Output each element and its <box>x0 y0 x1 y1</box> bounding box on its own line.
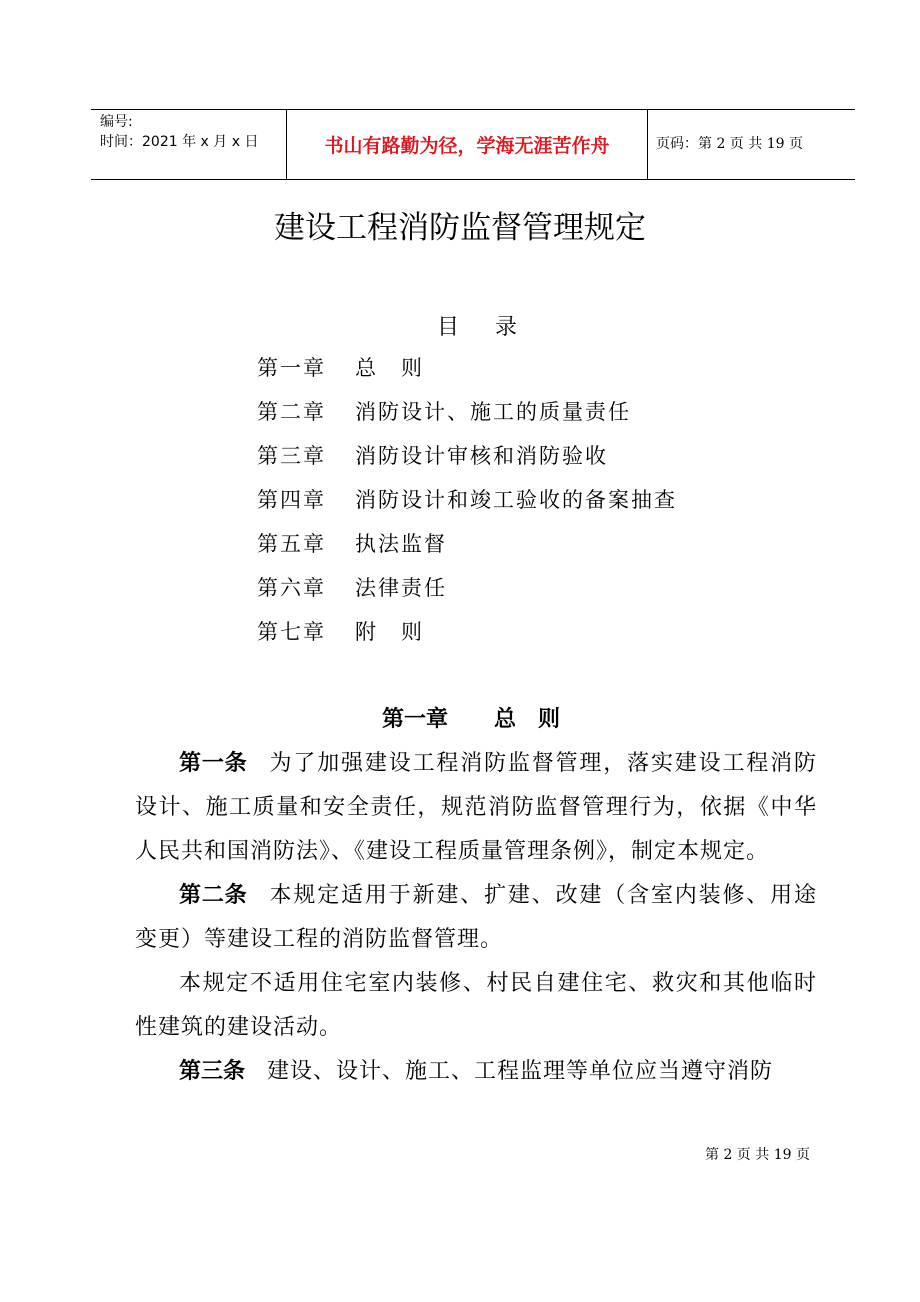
header-time-label: 时间：2021 年 x 月 x 日 <box>100 134 259 150</box>
article-paragraph <box>135 874 817 962</box>
toc-title-b: 录 <box>495 315 518 340</box>
table-of-contents <box>257 350 677 658</box>
toc-item-number: 第一章 <box>257 356 326 380</box>
toc-item[interactable] <box>257 482 677 526</box>
toc-item-title: 消防设计审核和消防验收 <box>355 444 608 468</box>
toc-item-title: 法律责任 <box>355 576 447 600</box>
article-text: 本规定不适用住宅室内装修、村民自建住宅、救灾和其他临时性建筑的建设活动。 <box>135 971 817 1040</box>
toc-item-number: 第六章 <box>257 576 326 600</box>
article-text: 为了加强建设工程消防监督管理，落实建设工程消防设计、施工质量和安全责任，规范消防监督管理行为，依据《中华人民共和国消防法》、《建设工程质量管理条例》，制定本规定。 <box>135 751 817 864</box>
chapter-title: 总 则 <box>494 706 561 732</box>
header-meta <box>100 112 258 152</box>
toc-item-number: 第五章 <box>257 532 326 556</box>
toc-item[interactable] <box>257 570 677 614</box>
chapter-heading <box>382 702 560 733</box>
article-paragraph <box>135 742 817 874</box>
article-paragraph <box>135 962 817 1050</box>
chapter-number: 第一章 <box>382 706 449 732</box>
article-paragraph <box>135 1050 817 1094</box>
article-text: 本规定适用于新建、扩建、改建（含室内装修、用途变更）等建设工程的消防监督管理。 <box>135 883 817 952</box>
toc-item-title: 消防设计和竣工验收的备案抽查 <box>355 488 677 512</box>
header-number-label: 编号: <box>100 114 133 130</box>
toc-item[interactable] <box>257 438 677 482</box>
article-label: 第一条 <box>179 751 248 776</box>
header-motto-box <box>286 110 648 179</box>
toc-item-number: 第三章 <box>257 444 326 468</box>
toc-title <box>437 310 517 341</box>
header-motto: 书山有路勤为径，学海无涯苦作舟 <box>324 135 610 157</box>
page-footer: 第 2 页 共 19 页 <box>705 1147 810 1163</box>
toc-item-title: 执法监督 <box>355 532 447 556</box>
article-text: 建设、设计、施工、工程监理等单位应当遵守消防 <box>267 1059 774 1084</box>
article-label: 第二条 <box>179 883 248 908</box>
toc-item-number: 第四章 <box>257 488 326 512</box>
article-label: 第三条 <box>179 1059 246 1084</box>
document-title: 建设工程消防监督管理规定 <box>274 210 646 246</box>
document-body <box>135 742 817 1094</box>
toc-item-title: 消防设计、施工的质量责任 <box>355 400 631 424</box>
toc-item[interactable] <box>257 614 677 658</box>
toc-item[interactable] <box>257 350 677 394</box>
toc-item[interactable] <box>257 526 677 570</box>
toc-item-number: 第二章 <box>257 400 326 424</box>
toc-item-title: 总 则 <box>355 356 424 380</box>
toc-title-a: 目 <box>437 315 460 340</box>
toc-item-title: 附 则 <box>355 620 424 644</box>
header-bottom-rule <box>91 179 855 180</box>
toc-item[interactable] <box>257 394 677 438</box>
toc-item-number: 第七章 <box>257 620 326 644</box>
header-page-info: 页码：第 2 页 共 19 页 <box>656 136 803 152</box>
